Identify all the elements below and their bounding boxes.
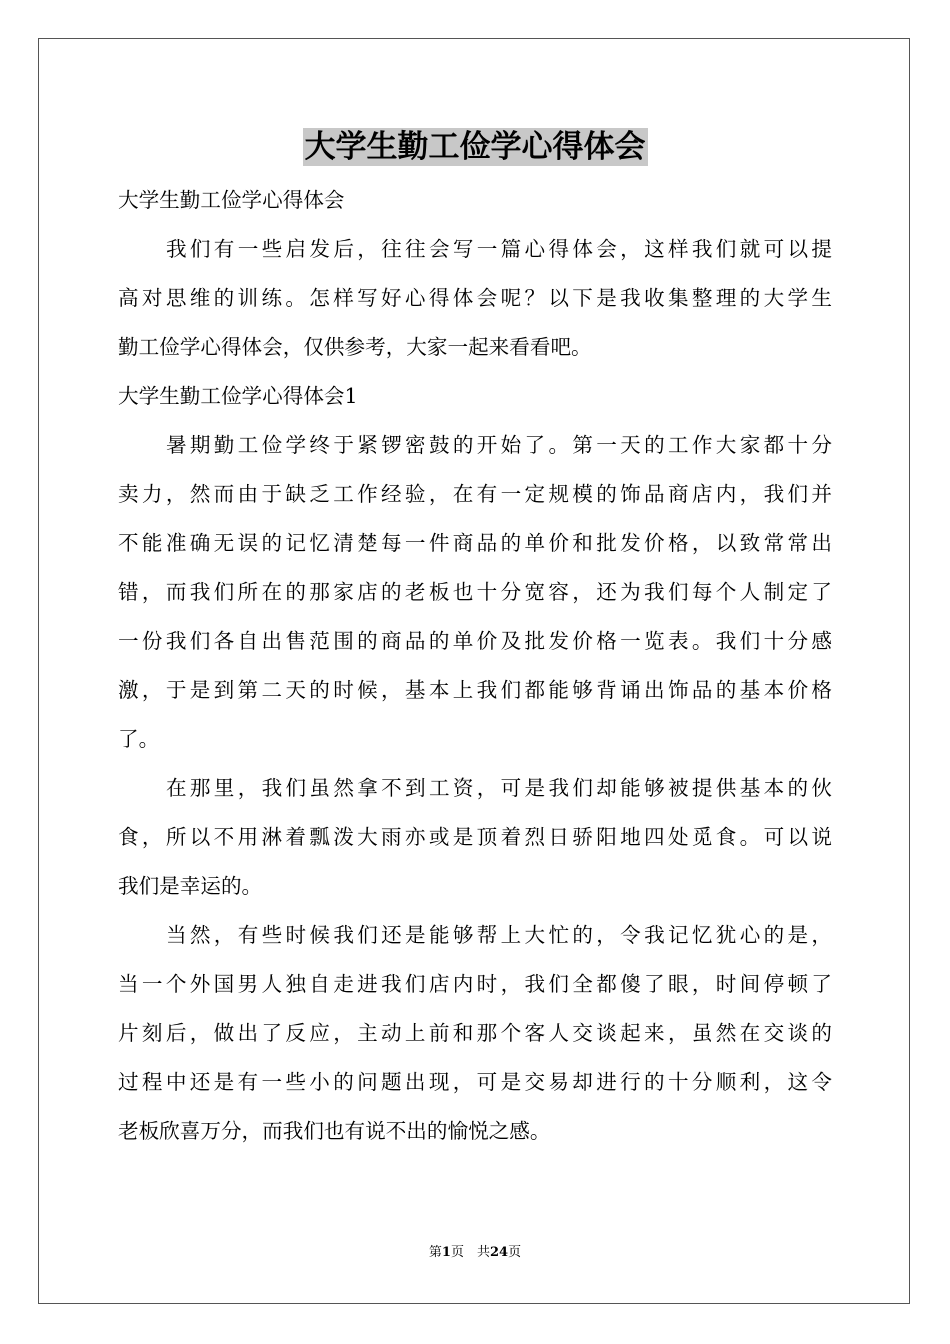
paragraph-line: 片刻后，做出了反应，主动上前和那个客人交谈起来，虽然在交谈的 bbox=[118, 1021, 832, 1045]
paragraph-line: 老板欣喜万分，而我们也有说不出的愉悦之感。 bbox=[118, 1119, 551, 1143]
footer-total-pages: 24 bbox=[489, 1245, 509, 1260]
title-container bbox=[0, 128, 950, 166]
paragraph-line: 了。 bbox=[118, 727, 160, 751]
footer-prefix: 第 bbox=[428, 1245, 442, 1260]
paragraph-line: 激，于是到第二天的时候，基本上我们都能够背诵出饰品的基本价格 bbox=[118, 678, 832, 702]
paragraph-line: 当然，有些时候我们还是能够帮上大忙的，令我记忆犹心的是， bbox=[166, 923, 832, 947]
paragraph-line: 在那里，我们虽然拿不到工资，可是我们却能够被提供基本的伙 bbox=[166, 776, 832, 800]
document-body bbox=[118, 176, 832, 1156]
paragraph-line: 我们有一些启发后，往往会写一篇心得体会，这样我们就可以提 bbox=[166, 237, 832, 261]
body-paragraph-1 bbox=[118, 421, 832, 764]
footer-mid: 页 共 bbox=[450, 1245, 490, 1260]
paragraph-line: 勤工俭学心得体会，仅供参考，大家一起来看看吧。 bbox=[118, 335, 592, 359]
document-subtitle: 大学生勤工俭学心得体会 bbox=[118, 188, 345, 212]
paragraph-line: 不能准确无误的记忆清楚每一件商品的单价和批发价格，以致常常出 bbox=[118, 531, 832, 555]
document-title: 大学生勤工俭学心得体会 bbox=[304, 129, 646, 165]
paragraph-line: 过程中还是有一些小的问题出现，可是交易却进行的十分顺利，这令 bbox=[118, 1070, 832, 1094]
intro-paragraph bbox=[118, 225, 832, 372]
footer-suffix: 页 bbox=[508, 1245, 522, 1260]
paragraph-line: 高对思维的训练。怎样写好心得体会呢？以下是我收集整理的大学生 bbox=[118, 286, 832, 310]
footer-page-number: 1 bbox=[441, 1245, 451, 1260]
paragraph-line: 错，而我们所在的那家店的老板也十分宽容，还为我们每个人制定了 bbox=[118, 580, 832, 604]
section-heading: 大学生勤工俭学心得体会1 bbox=[118, 384, 358, 408]
paragraph-line: 卖力，然而由于缺乏工作经验，在有一定规模的饰品商店内，我们并 bbox=[118, 482, 832, 506]
body-paragraph-2 bbox=[118, 764, 832, 911]
paragraph-line: 一份我们各自出售范围的商品的单价及批发价格一览表。我们十分感 bbox=[118, 629, 832, 653]
paragraph-line: 食，所以不用淋着瓢泼大雨亦或是顶着烈日骄阳地四处觅食。可以说 bbox=[118, 825, 832, 849]
paragraph-line: 我们是幸运的。 bbox=[118, 874, 263, 898]
paragraph-line: 暑期勤工俭学终于紧锣密鼓的开始了。第一天的工作大家都十分 bbox=[166, 433, 832, 457]
body-paragraph-3 bbox=[118, 911, 832, 1156]
paragraph-line: 当一个外国男人独自走进我们店内时，我们全都傻了眼，时间停顿了 bbox=[118, 972, 832, 996]
page-footer bbox=[0, 1244, 950, 1262]
